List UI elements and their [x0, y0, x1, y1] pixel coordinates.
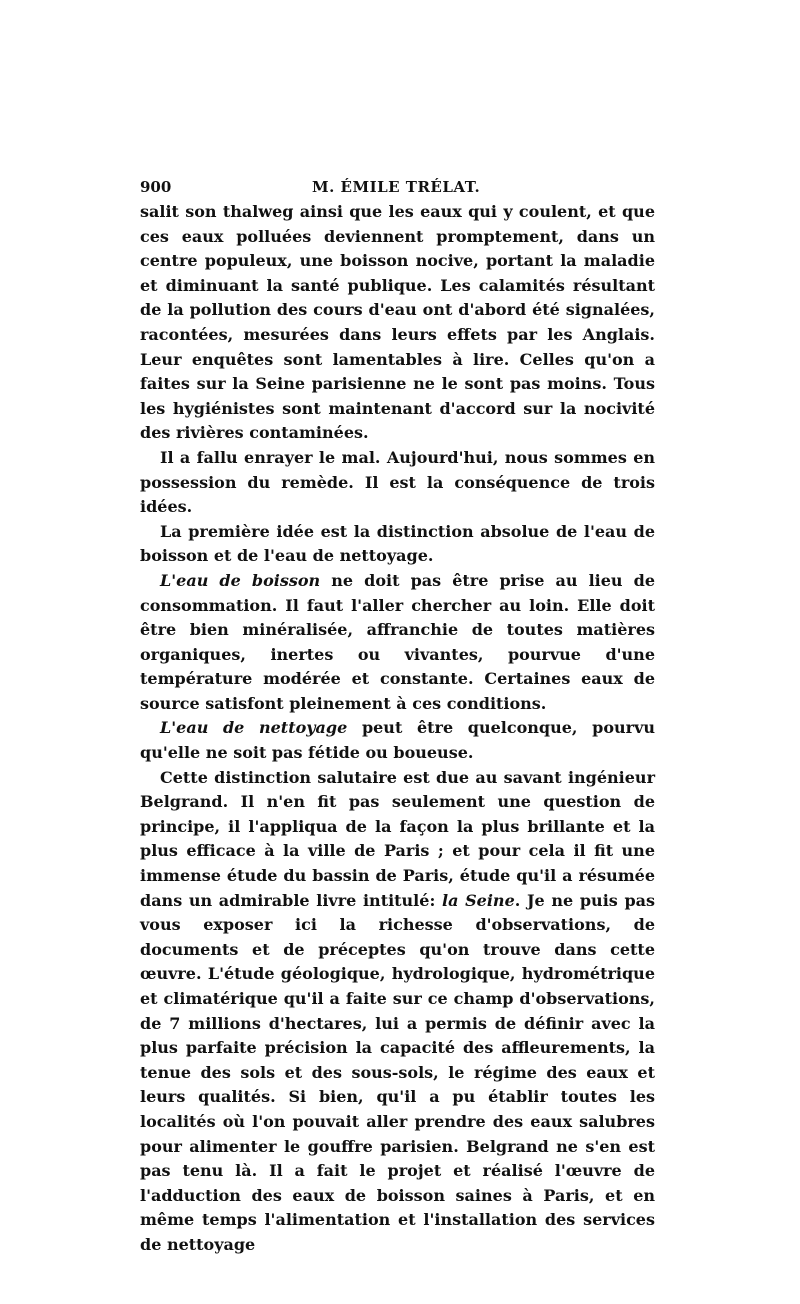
- italic-lead: L'eau de boisson: [160, 570, 321, 590]
- running-title: M. ÉMILE TRÉLAT.: [312, 178, 481, 196]
- paragraph: [140, 446, 655, 520]
- paragraph-text: Il a fallu enrayer le mal. Aujourd'hui, nous sommes en possession du remède. Il est la conséquence de trois idées.: [140, 447, 655, 517]
- paragraph-text: Cette distinction salutaire est due au savant ingénieur Belgrand. Il n'en fit pas seulement une question de principe, il l'appliqua de la façon la plus brillante et la plus efficace à la ville de Paris ; et pour cela il fit une immense étude du bassin de Paris, étude qu'il a résumée dans un admirable livre intitulé:: [140, 767, 655, 910]
- paragraph: [140, 569, 655, 717]
- paragraph: [140, 520, 655, 569]
- paragraph-text: La première idée est la distinction absolue de l'eau de boisson et de l'eau de nettoyage.: [140, 521, 655, 566]
- book-page: [140, 170, 655, 1258]
- paragraph-text: peut être quelconque, pourvu qu'elle ne soit pas fétide ou boueuse.: [140, 718, 655, 763]
- page-number: 900: [140, 178, 172, 196]
- running-head: [140, 170, 655, 200]
- paragraph: [140, 716, 655, 765]
- paragraph-text: ne doit pas être prise au lieu de consommation. Il faut l'aller chercher au loin. Elle doit être bien minéralisée, affranchie de toutes matières organiques, inertes ou vivantes, pourvue d'une température modérée et constante. Certaines eaux de source satisfont pleinement à ces conditions.: [140, 570, 655, 713]
- paragraph-text: salit son thalweg ainsi que les eaux qui y coulent, et que ces eaux polluées deviennent promptement, dans un centre populeux, une boisson nocive, portant la maladie et diminuant la santé publique. Les calamités résultant de la pollution des cours d'eau ont d'abord été signalées, racontées, mesurées dans leurs effets par les Anglais. Leur enquêtes sont lamentables à lire. Celles qu'on a faites sur la Seine parisienne ne le sont pas moins. Tous les hygiénistes sont maintenant d'accord sur la nocivité des rivières contaminées.: [140, 202, 655, 443]
- body-text: [140, 200, 655, 1258]
- book-title: la Seine: [442, 890, 515, 910]
- paragraph-text: . Je ne puis pas vous exposer ici la richesse d'observations, de documents et de préceptes qu'on trouve dans cette œuvre. L'étude géologique, hydrologique, hydrométrique et climatérique qu'il a faite sur ce champ d'observations, de 7 millions d'hectares, lui a permis de définir avec la plus parfaite précision la capacité des affleurements, la tenue des sols et des sous-sols, le régime des eaux et leurs qualités. Si bien, qu'il a pu établir toutes les localités où l'on pouvait aller prendre des eaux salubres pour alimenter le gouffre parisien. Belgrand ne s'en est pas tenu là. Il a fait le projet et réalisé l'œuvre de l'adduction des eaux de boisson saines à Paris, et en même temps l'alimentation et l'installation des services de nettoyage: [140, 890, 656, 1254]
- italic-lead: L'eau de nettoyage: [160, 718, 348, 738]
- paragraph: [140, 766, 655, 1258]
- paragraph-continuation: [140, 200, 655, 446]
